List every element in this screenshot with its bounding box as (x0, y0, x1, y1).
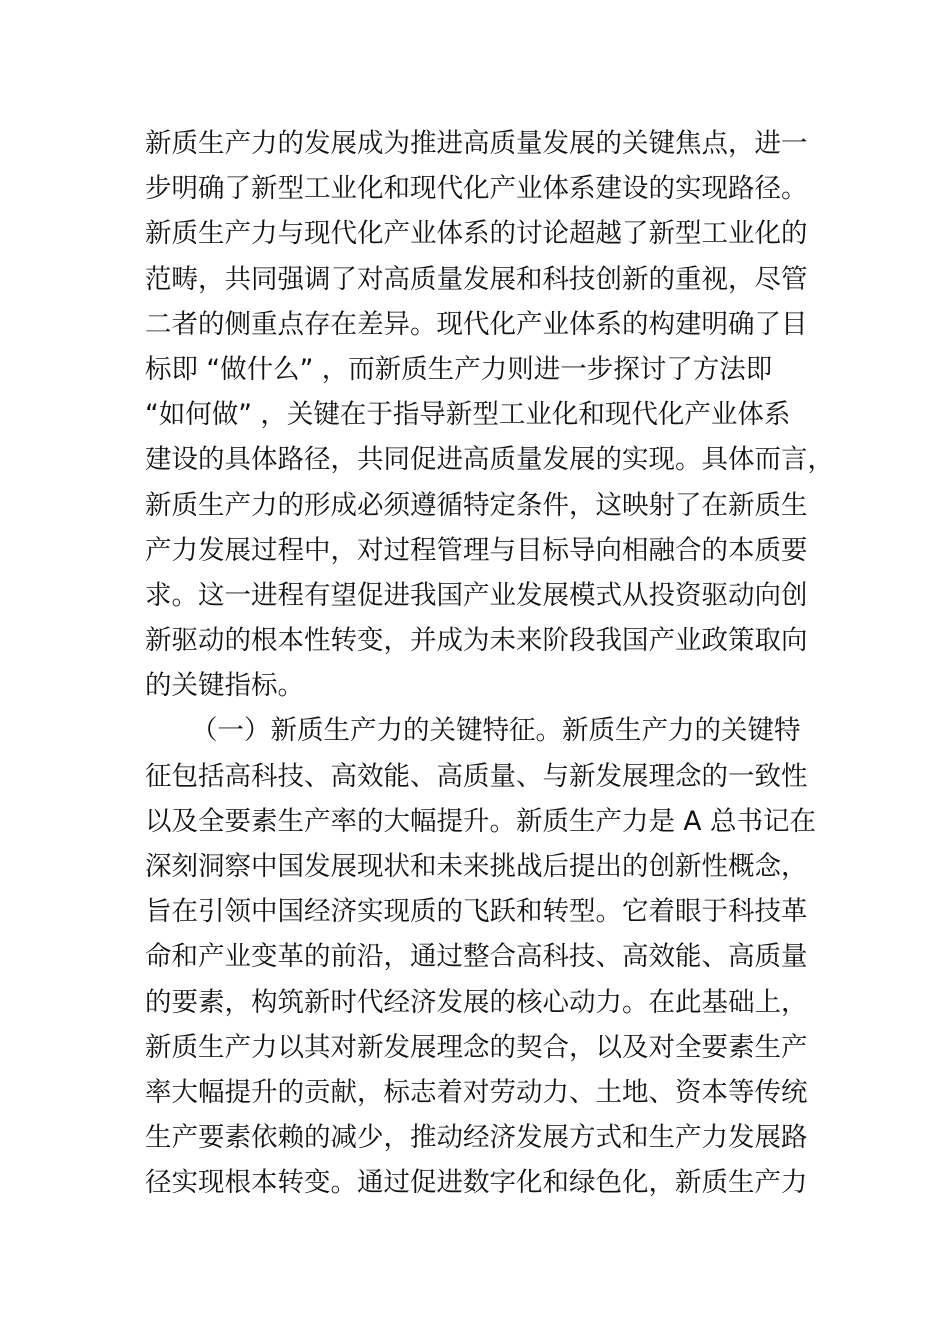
text-line: 求。这一进程有望促进我国产业发展模式从投资驱动向创 (145, 579, 808, 611)
text-line: 率大幅提升的贡献，标志着对劳动力、土地、资本等传统 (145, 1076, 808, 1108)
text-line: 以及全要素生产率的大幅提升。新质生产力是 A 总书记在 (145, 805, 816, 837)
text-line: 径实现根本转变。通过促进数字化和绿色化，新质生产力 (145, 1167, 808, 1199)
text-line: 的关键指标。 (145, 670, 304, 702)
text-line: 新质生产力的形成必须遵循特定条件，这映射了在新质生 (145, 489, 808, 521)
text-line: 征包括高科技、高效能、高质量、与新发展理念的一致性 (145, 760, 808, 792)
text-line: 生产要素依赖的减少，推动经济发展方式和生产力发展路 (145, 1122, 808, 1154)
text-line: 步明确了新型工业化和现代化产业体系建设的实现路径。 (145, 173, 808, 205)
body-text (145, 121, 834, 1206)
text-line: 旨在引领中国经济实现质的飞跃和转型。它着眼于科技革 (145, 896, 808, 928)
text-line: 新质生产力的发展成为推进高质量发展的关键焦点，进一 (145, 128, 808, 159)
text-line: 新质生产力以其对新发展理念的契合，以及对全要素生产 (145, 1031, 808, 1063)
text-line: 范畴，共同强调了对高质量发展和科技创新的重视，尽管 (145, 263, 808, 295)
text-line: 深刻洞察中国发展现状和未来挑战后提出的创新性概念， (145, 851, 808, 882)
text-line: 产力发展过程中，对过程管理与目标导向相融合的本质要 (145, 534, 808, 566)
text-line: 新质生产力与现代化产业体系的讨论超越了新型工业化的 (145, 218, 808, 250)
text-line: 标即 “做什么” ，而新质生产力则进一步探讨了方法即 (145, 353, 773, 385)
text-line: 命和产业变革的前沿，通过整合高科技、高效能、高质量 (145, 941, 808, 973)
text-line: 的要素，构筑新时代经济发展的核心动力。在此基础上， (145, 986, 808, 1018)
text-line: 新驱动的根本性转变，并成为未来阶段我国产业政策取向 (145, 625, 808, 657)
text-line: 二者的侧重点存在差异。现代化产业体系的构建明确了目 (145, 308, 808, 340)
section-heading-line: （一）新质生产力的关键特征。新质生产力的关键特 (191, 715, 801, 747)
text-line: “如何做” ，关键在于指导新型工业化和现代化产业体系 (145, 399, 791, 431)
text-line: 建设的具体路径，共同促进高质量发展的实现。具体而言， (145, 444, 834, 476)
